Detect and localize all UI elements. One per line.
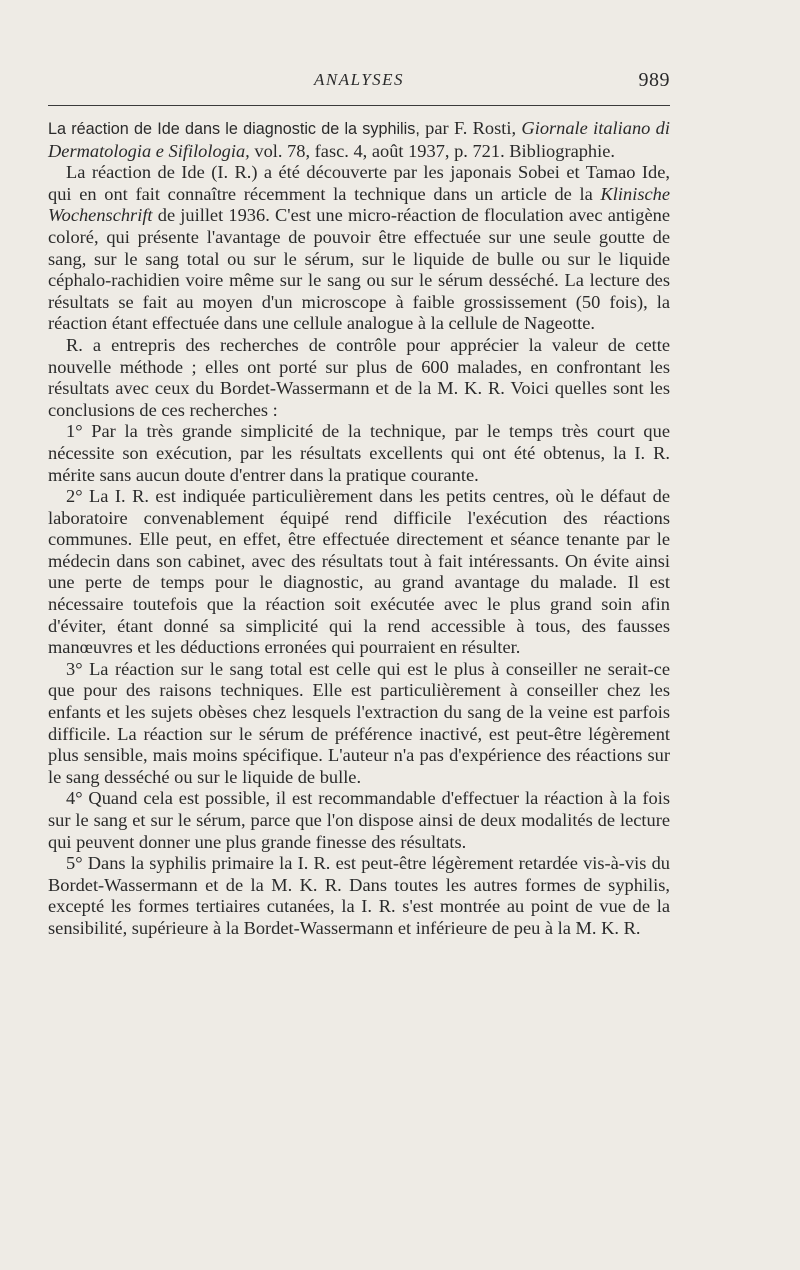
- paragraph-conclusion-4: 4° Quand cela est possible, il est recommandable d'effectuer la réaction à la fois sur le sang et sur le sérum, parce que l'on dispose ainsi de deux modalités de lecture qui peuvent donner une plus grande finesse des résultats.: [48, 788, 670, 852]
- paragraph-research: R. a entrepris des recherches de contrôle pour apprécier la valeur de cette nouvelle méthode ; elles ont porté sur plus de 600 malades, en confrontant les résultats avec ceux du Bordet-Wassermann et de la M. K. R. Voici quelles sont les conclusions de ces recherches :: [48, 334, 670, 420]
- header-rule: [48, 105, 670, 106]
- running-title: ANALYSES: [313, 70, 405, 89]
- paragraph-intro-journal: Klinische Wochenschrift: [48, 183, 670, 226]
- paragraph-intro-part-2: de juillet 1936. C'est une micro-réaction de floculation avec antigène coloré, qui présente l'avantage de pouvoir être effectuée sur une seule goutte de sang, sur le sang total ou sur le sérum, sur le liquide de bulle ou sur le liquide céphalo-rachidien voire même sur le sang ou sur le sérum desséché. La lecture des résultats se fait au moyen d'un microscope à faible grossissement (50 fois), la réaction étant effectuée dans une cellule analogue à la cellule de Nageotte.: [48, 205, 670, 334]
- page-number: 989: [638, 69, 670, 91]
- article-reference: vol. 78, fasc. 4, août 1937, p. 721. Bibliographie.: [249, 140, 615, 161]
- paragraph-conclusion-2: 2° La I. R. est indiquée particulièrement dans les petits centres, où le défaut de laboratoire convenablement équipé rend difficile l'exécution des réactions communes. Elle peut, en effet, être effectuée directement et séance tenante par le médecin dans son cabinet, avec des résultats tout à fait intéressants. On évite ainsi une perte de temps pour le diagnostic, au grand avantage du malade. Il est nécessaire toutefois que la réaction soit exécutée avec le plus grand soin afin d'éviter, étant donné sa simplicité qui la rend accessible à tous, des fausses manœuvres et les déductions erronées qui pourraient en résulter.: [48, 486, 670, 658]
- article-journal: Giornale italiano di Dermatologia e Sifilologia,: [48, 118, 670, 161]
- paragraph-intro: [48, 162, 670, 335]
- paragraph-intro-part-1: La réaction de Ide (I. R.) a été découverte par les japonais Sobei et Tamao Ide, qui en ont fait connaître récemment la technique dans un article de la: [48, 162, 670, 204]
- article-body: [48, 118, 670, 940]
- article-title: [48, 118, 670, 162]
- paragraph-conclusion-5: 5° Dans la syphilis primaire la I. R. est peut-être légèrement retardée vis-à-vis du Bordet-Wassermann et de la M. K. R. Dans toutes les autres formes de syphilis, excepté les formes tertiaires cutanées, la I. R. s'est montrée au point de vue de la sensibilité, supérieure à la Bordet-Wassermann et inférieure de peu à la M. K. R.: [48, 853, 670, 938]
- article-author: par F. Rosti,: [419, 118, 522, 138]
- article-title-main: La réaction de Ide dans le diagnostic de la syphilis,: [48, 120, 420, 138]
- running-head: [48, 70, 670, 94]
- paragraph-conclusion-3: 3° La réaction sur le sang total est celle qui est le plus à conseiller ne serait-ce que pour des raisons techniques. Elle est particulièrement à conseiller chez les enfants et les sujets obèses chez lesquels l'extraction du sang de la veine est parfois difficile. La réaction sur le sérum de préférence inactivé, est peut-être légèrement plus sensible, mais moins spécifique. L'auteur n'a pas d'expérience des réactions sur le sang desséché ou sur le liquide de bulle.: [48, 658, 670, 787]
- paragraph-conclusion-1: 1° Par la très grande simplicité de la technique, par le temps très court que nécessite son exécution, par les résultats excellents qui ont été obtenus, la I. R. mérite sans aucun doute d'entrer dans la pratique courante.: [48, 421, 670, 485]
